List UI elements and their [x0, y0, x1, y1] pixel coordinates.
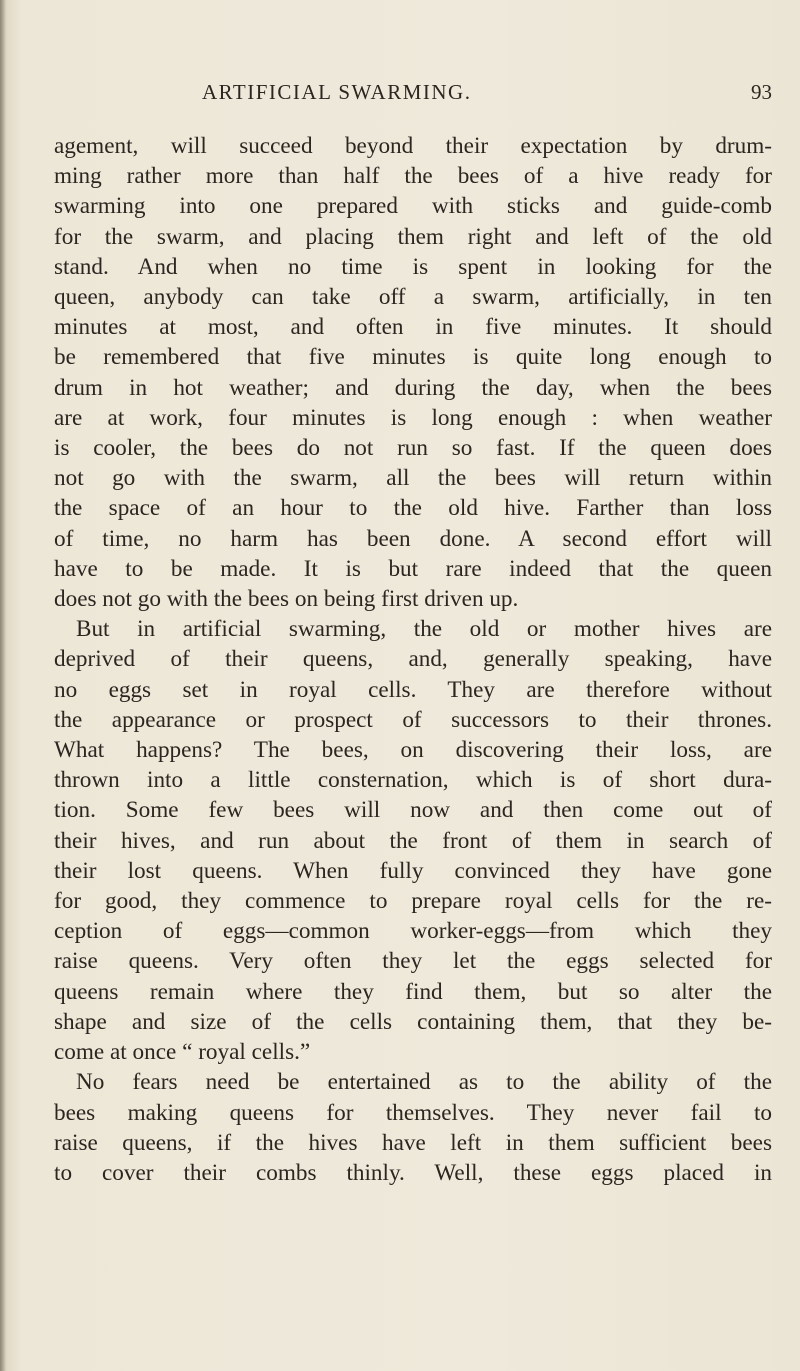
- text-line: have to be made. It is but rare indeed that the queen: [54, 555, 772, 582]
- text-line: ception of eggs—common worker-eggs—from which they: [54, 918, 772, 945]
- text-line: their hives, and run about the front of them in search of: [54, 827, 772, 854]
- text-line: raise queens, if the hives have left in them sufficient bees: [54, 1129, 772, 1156]
- paragraph-3: [54, 1067, 772, 1188]
- text-line: come at once “ royal cells.”: [54, 1039, 311, 1066]
- text-line: But in artificial swarming, the old or mother hives are: [76, 616, 772, 643]
- text-line: not go with the swarm, all the bees will return within: [54, 465, 772, 492]
- text-line: queen, anybody can take off a swarm, artificially, in ten: [54, 284, 772, 311]
- text-line: thrown into a little consternation, which is of short dura-: [54, 767, 772, 794]
- text-line: the space of an hour to the old hive. Farther than loss: [54, 495, 772, 522]
- text-line: for good, they commence to prepare royal cells for the re-: [54, 888, 772, 915]
- running-title: ARTIFICIAL SWARMING.: [202, 80, 472, 104]
- text-line: raise queens. Very often they let the eggs selected for: [54, 948, 772, 975]
- text-line: of time, no harm has been done. A second effort will: [54, 525, 772, 552]
- text-line: to cover their combs thinly. Well, these eggs placed in: [54, 1159, 772, 1186]
- paragraph-2: [54, 614, 772, 1067]
- paragraph-1: [54, 131, 772, 614]
- text-line: ming rather more than half the bees of a hive ready for: [54, 163, 772, 190]
- text-line: no eggs set in royal cells. They are therefore without: [54, 676, 772, 703]
- text-line: queens remain where they find them, but so alter the: [54, 978, 772, 1005]
- page-header: [54, 80, 772, 110]
- text-line: minutes at most, and often in five minutes. It should: [54, 314, 772, 341]
- text-line: is cooler, the bees do not run so fast. If the queen does: [54, 435, 772, 462]
- text-line: are at work, four minutes is long enough : when weather: [54, 404, 772, 431]
- text-line: What happens? The bees, on discovering their loss, are: [54, 737, 772, 764]
- text-line: No fears need be entertained as to the ability of the: [76, 1069, 772, 1096]
- text-line: agement, will succeed beyond their expectation by drum-: [54, 133, 772, 159]
- page-number: 93: [751, 80, 772, 104]
- text-line: tion. Some few bees will now and then come out of: [54, 797, 772, 824]
- text-line: deprived of their queens, and, generally speaking, have: [54, 646, 772, 673]
- binding-gutter-shadow: [0, 0, 6, 1371]
- text-line: drum in hot weather; and during the day, when the bees: [54, 374, 772, 401]
- text-line: for the swarm, and placing them right and left of the old: [54, 223, 772, 250]
- text-line: their lost queens. When fully convinced they have gone: [54, 857, 772, 884]
- text-line: be remembered that five minutes is quite long enough to: [54, 344, 772, 371]
- text-line: shape and size of the cells containing them, that they be-: [54, 1008, 772, 1035]
- text-line: does not go with the bees on being first driven up.: [54, 586, 519, 613]
- text-line: swarming into one prepared with sticks and guide-comb: [54, 193, 772, 220]
- text-line: bees making queens for themselves. They never fail to: [54, 1099, 772, 1126]
- text-line: the appearance or prospect of successors to their thrones.: [54, 706, 772, 733]
- body-text: [54, 131, 772, 1188]
- text-line: stand. And when no time is spent in looking for the: [54, 253, 772, 280]
